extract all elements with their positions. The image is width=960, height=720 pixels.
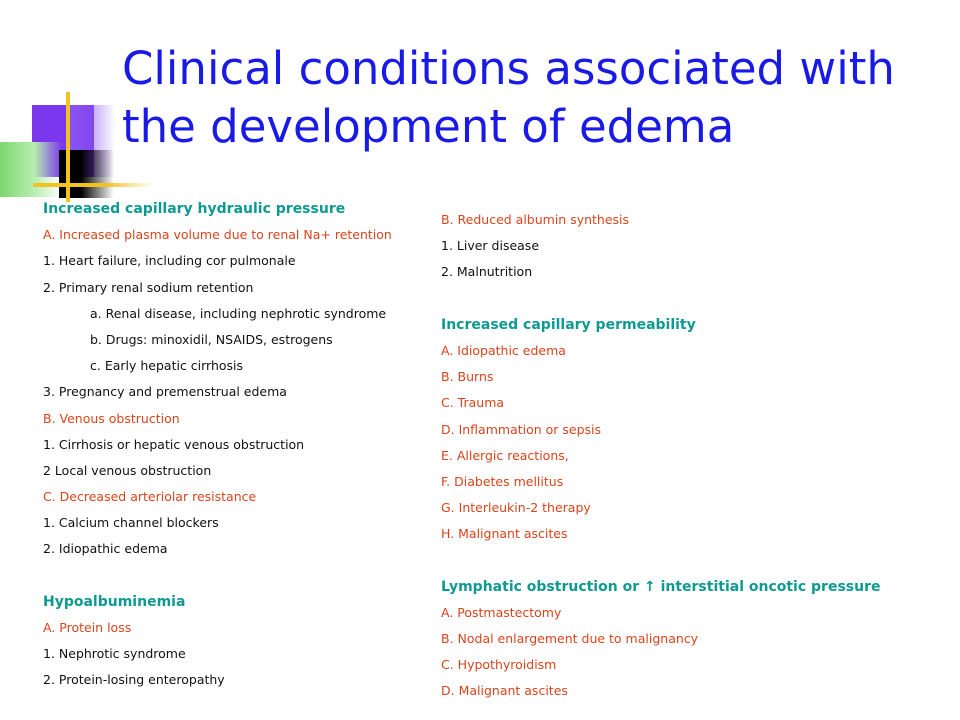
- right-column: [441, 207, 956, 705]
- list-item: 1. Liver disease: [441, 238, 540, 254]
- list-item: D. Malignant ascites: [441, 683, 568, 699]
- left-column: [43, 196, 443, 694]
- list-item: B. Burns: [441, 369, 494, 385]
- list-item: 2. Protein-losing enteropathy: [43, 672, 225, 688]
- list-item: 1. Heart failure, including cor pulmonale: [43, 253, 296, 269]
- subheading-protein-loss: A. Protein loss: [43, 620, 132, 635]
- list-item: D. Inflammation or sepsis: [441, 421, 602, 437]
- list-item: 1. Calcium channel blockers: [43, 515, 219, 531]
- list-item: 1. Cirrhosis or hepatic venous obstruction: [43, 436, 305, 452]
- list-item: 2. Malnutrition: [441, 264, 533, 280]
- list-item: A. Postmastectomy: [441, 604, 562, 620]
- list-item: 2. Primary renal sodium retention: [43, 279, 254, 295]
- list-item: 1. Nephrotic syndrome: [43, 646, 186, 662]
- list-item: c. Early hepatic cirrhosis: [90, 358, 244, 374]
- subheading-venous-obstruction: B. Venous obstruction: [43, 410, 180, 426]
- subheading-decreased-arteriolar-resistance: C. Decreased arteriolar resistance: [43, 489, 257, 505]
- list-item: 2 Local venous obstruction: [43, 462, 212, 478]
- list-item: C. Trauma: [441, 395, 505, 411]
- heading-lymphatic-obstruction: Lymphatic obstruction or ↑ interstitial oncotic pressure: [441, 578, 881, 595]
- list-item: G. Interleukin-2 therapy: [441, 500, 591, 516]
- list-item: 2. Idiopathic edema: [43, 541, 168, 557]
- slide-title: Clinical conditions associated with the development of edema: [122, 42, 895, 153]
- heading-hypoalbuminemia: Hypoalbuminemia: [43, 593, 186, 610]
- spacer: [441, 286, 956, 312]
- list-item: H. Malignant ascites: [441, 526, 568, 542]
- subheading-increased-plasma-volume: A. Increased plasma volume due to renal Na+ retention: [43, 227, 392, 243]
- list-item: F. Diabetes mellitus: [441, 473, 564, 489]
- list-item: B. Nodal enlargement due to malignancy: [441, 631, 699, 646]
- list-item: A. Idiopathic edema: [441, 342, 566, 358]
- decorative-yellow-horizontal-line: [33, 183, 153, 187]
- heading-capillary-hydraulic-pressure: Increased capillary hydraulic pressure: [43, 201, 346, 217]
- list-item: E. Allergic reactions,: [441, 447, 569, 463]
- spacer: [43, 563, 443, 589]
- heading-capillary-permeability: Increased capillary permeability: [441, 316, 696, 333]
- list-item: b. Drugs: minoxidil, NSAIDS, estrogens: [90, 331, 333, 347]
- list-item: C. Hypothyroidism: [441, 657, 557, 673]
- spacer: [441, 547, 956, 573]
- list-item: a. Renal disease, including nephrotic syndrome: [90, 305, 387, 321]
- subheading-reduced-albumin-synthesis: B. Reduced albumin synthesis: [441, 212, 630, 227]
- list-item: 3. Pregnancy and premenstrual edema: [43, 384, 287, 400]
- decorative-green-square: [0, 142, 62, 197]
